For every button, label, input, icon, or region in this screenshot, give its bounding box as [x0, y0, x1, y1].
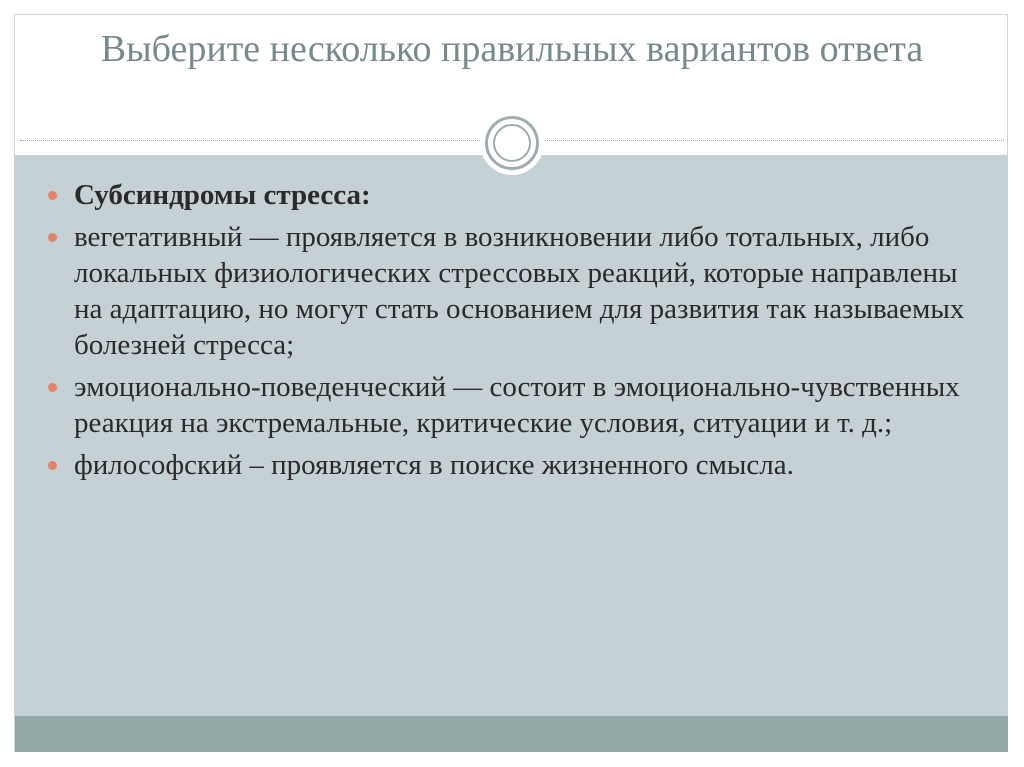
dot-bullet-icon — [48, 191, 57, 200]
footer-band — [15, 716, 1008, 752]
slide-title: Выберите несколько правильных вариантов ответа — [100, 28, 924, 70]
list-item-text: философский – проявляется в поиске жизненного смысла. — [74, 449, 794, 481]
bullet-list — [46, 177, 976, 489]
list-item — [46, 447, 976, 483]
dot-bullet-icon — [48, 233, 57, 242]
list-item-text: эмоционально-поведенческий — состоит в эмоционально-чувственных реакция на экстремальные, критические условия, ситуации и т. д.; — [74, 371, 960, 439]
list-item — [46, 177, 976, 213]
list-item — [46, 219, 976, 363]
ring-inner-icon — [493, 124, 531, 162]
list-item-text: вегетативный — проявляется в возникновении либо тотальных, либо локальных физиологических стрессовых реакций, которые направлены на адаптацию, но могут стать основанием для развития так называемых болезней стресса; — [74, 221, 965, 361]
dot-bullet-icon — [48, 461, 57, 470]
list-item-text: Субсиндромы стресса: — [74, 179, 371, 211]
dot-bullet-icon — [48, 383, 57, 392]
list-item — [46, 369, 976, 441]
